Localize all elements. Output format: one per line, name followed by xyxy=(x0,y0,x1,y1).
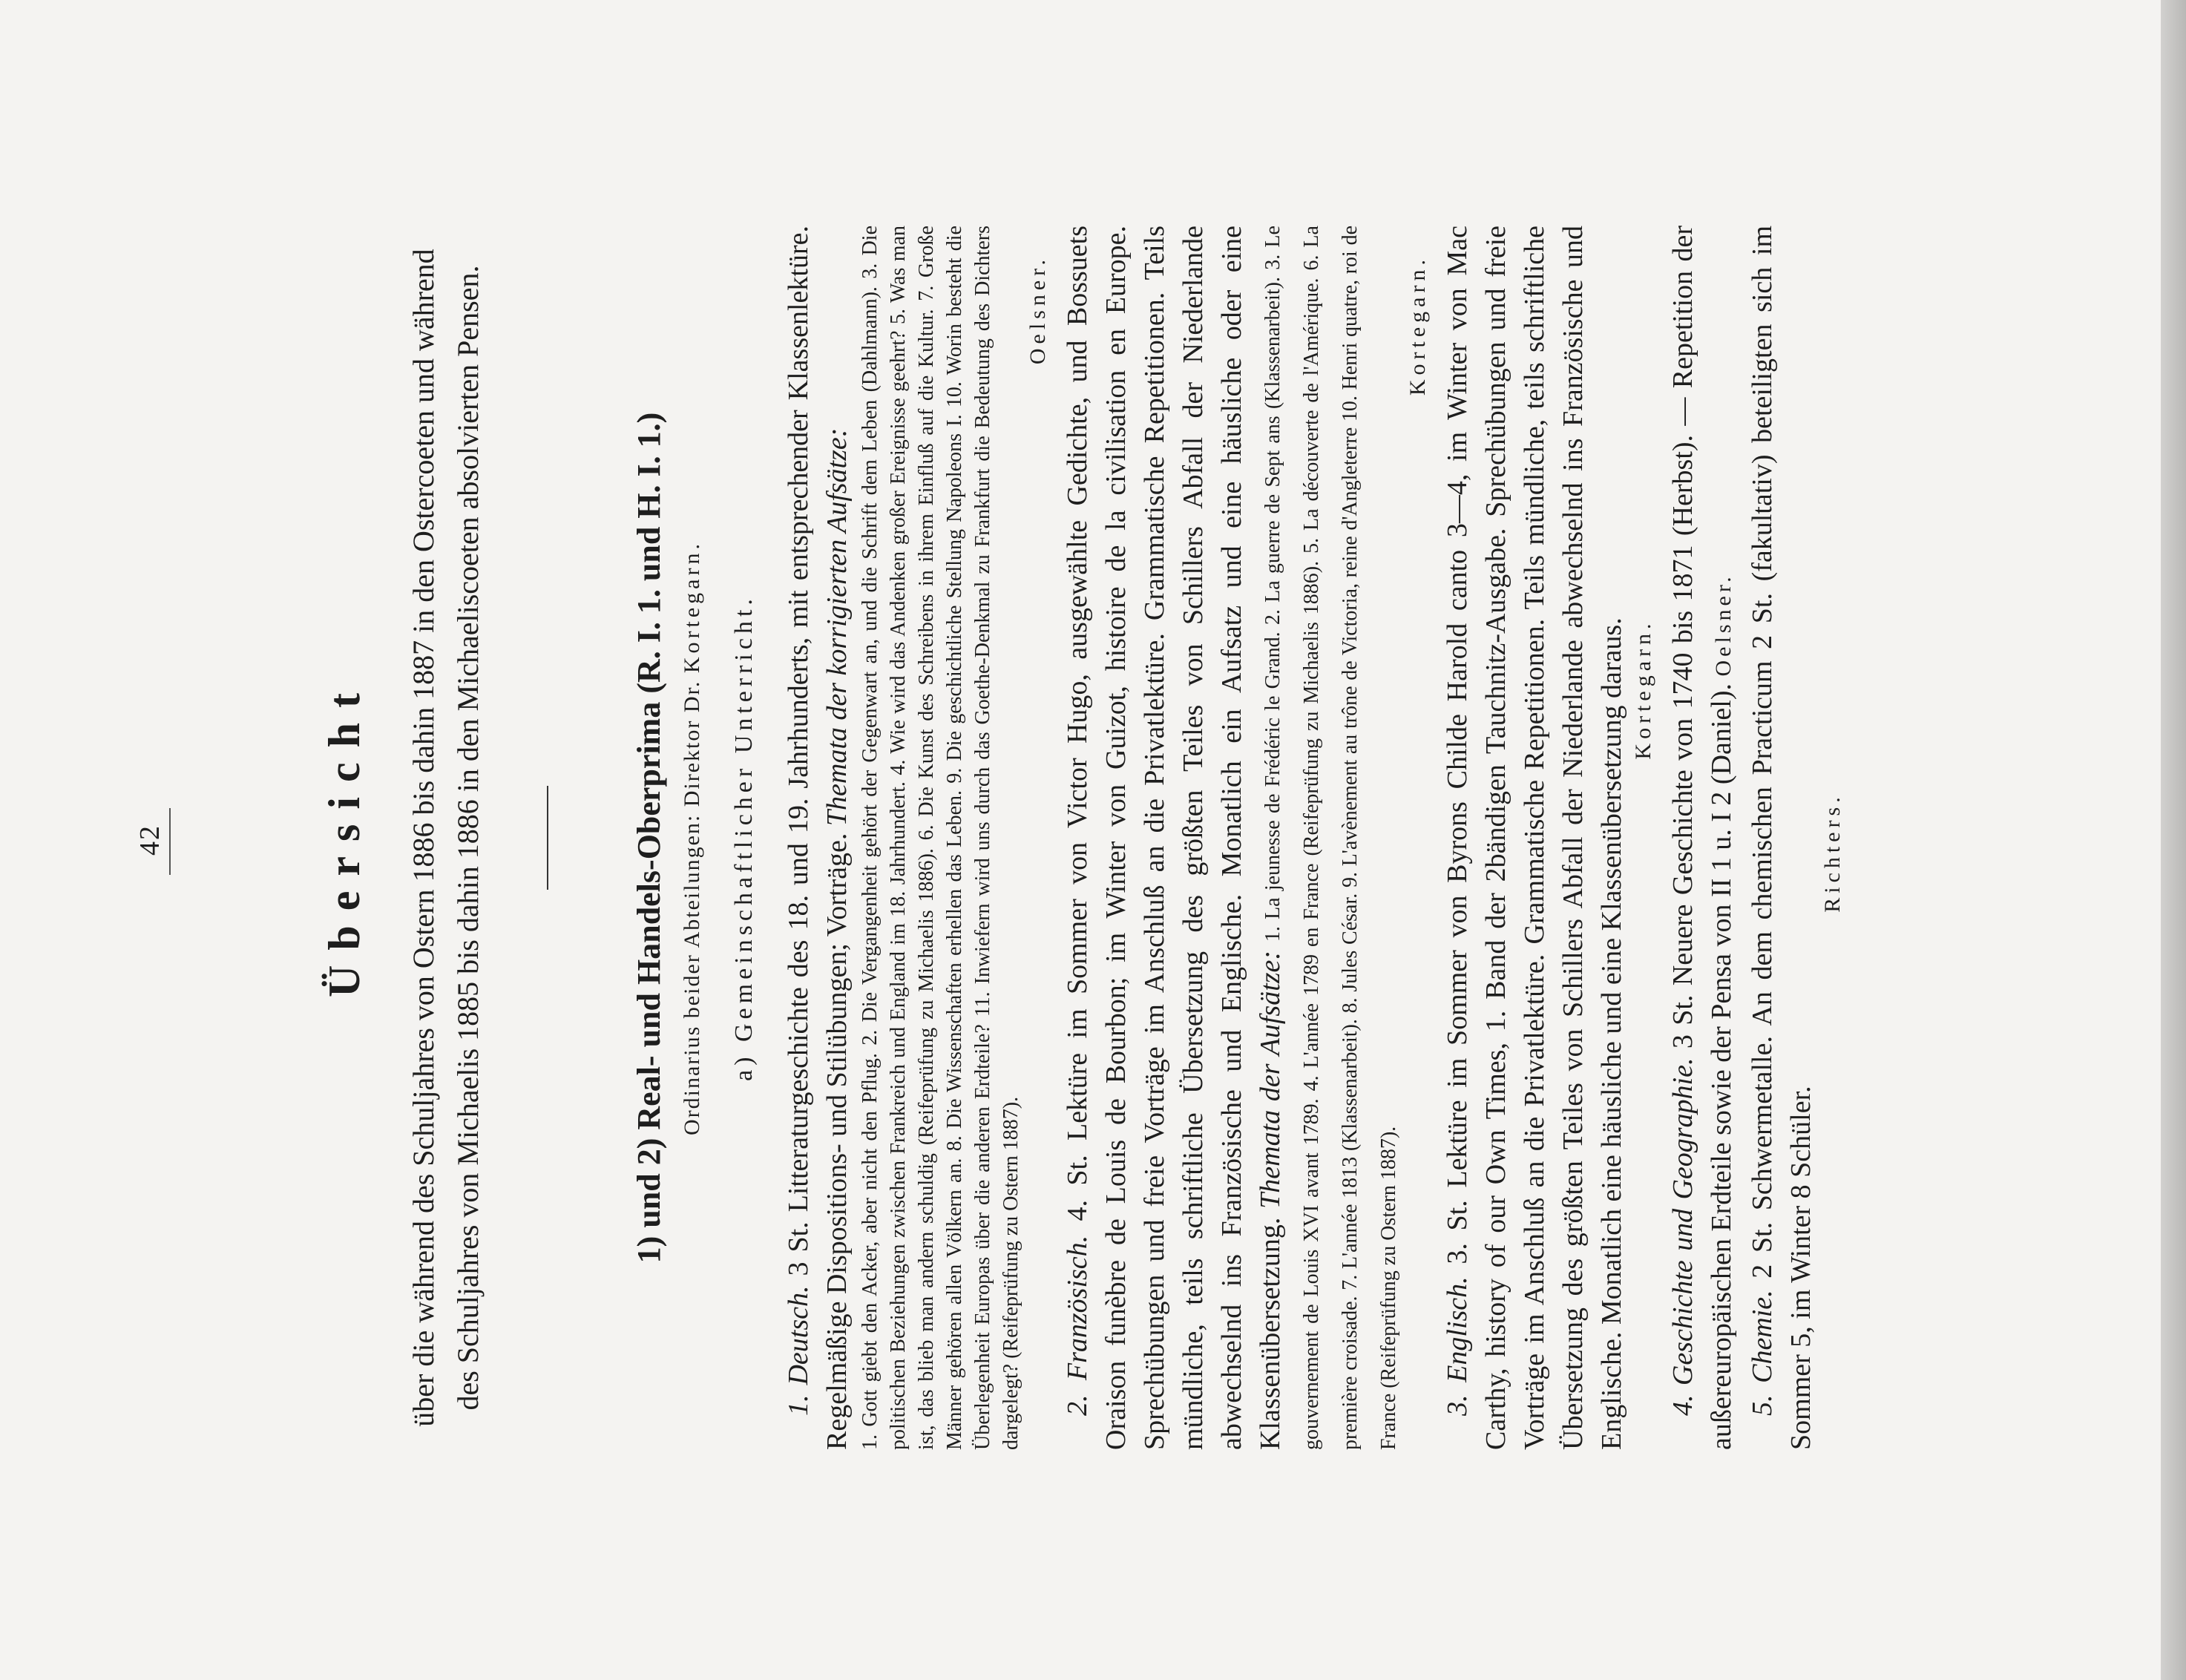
subject-text: 3 St. Litteraturgeschichte des 18. und 19. Jahrhunderts, mit entsprechender Klassenlektüre. Regelmäßige Dispositions- und Stilübungen; Vorträge. xyxy=(783,226,853,1450)
ordinarius-name: Kortegarn. xyxy=(680,540,704,674)
ordinarius-line xyxy=(680,226,705,1450)
teacher-signature: Kortegarn. xyxy=(1405,255,1430,396)
subject-text: 3 St. Neuere Geschichte von 1740 bis 1871 (Herbst). — Repetition der außereuropäischen Erdteile sowie der Pensa von II 1 u. I 2 (Daniel). xyxy=(1667,226,1737,1450)
intro-text: über die während des Schuljahres von Ostern 1886 bis dahin 1887 in den Ostercoeten und während des Schuljahres von Michaelis 1885 bis dahin 1886 in den Michaeliscoeten absolvierten Pensen. xyxy=(407,249,485,1427)
page-content xyxy=(319,226,1853,1450)
subject-chemie xyxy=(1743,226,1820,1450)
section-title: 1) und 2) Real- und Handels-Oberprima (R. I. 1. und H. I. 1.) xyxy=(631,412,667,1264)
subject-label: 1. Deutsch. xyxy=(783,1285,814,1416)
themata-label: Themata der Aufsätze: xyxy=(1255,950,1286,1209)
themata-label: Themata der korrigierten Aufsätze: xyxy=(821,427,853,827)
teacher-signature: Richters. xyxy=(1820,793,1845,913)
subject-franzoesisch xyxy=(1058,226,1405,1450)
subject-englisch xyxy=(1438,226,1631,1450)
subject-text: 4. St. Lektüre im Sommer von Victor Hugo, ausgewählte Gedichte, und Bossuets Oraison funèbre de Louis de Bourbon; im Winter von Guizot, histoire de la civilisation en Europe. Sprechübungen und freie Vorträge im Anschluß an die Privatlektüre. Grammatische Repetitionen. Teils mündliche, teils schriftliche Übersetzung des größten Teiles von Schillers Abfall der Niederlande abwechselnd ins Französische und Englische. Monatlich ein Aufsatz und eine häusliche oder eine Klassenübersetzung. xyxy=(1062,225,1286,1450)
essay-topics-franzoesisch: 1. La jeunesse de Frédéric le Grand. 2. La guerre de Sept ans (Klassenarbeit). 3. Le gouvernement de Louis XVI avant 1789. 4. L'année 1789 en France (Reifeprüfung zu Michaelis 1886). 5. La découverte de l'Amérique. 6. La première croisade. 7. L'année 1813 (Klassenarbeit). 8. Jules César. 9. L'avènement au trône de Victoria, reine d'Angleterre 10. Henri quatre, roi de France (Reifeprüfung zu Ostern 1887). xyxy=(1261,226,1400,1450)
subject-geschichte xyxy=(1664,226,1743,1450)
subject-text: 2 St. Schwermetalle. An dem chemischen Practicum 2 St. (fakultativ) beteiligten sich im Sommer 5, im Winter 8 Schüler. xyxy=(1747,225,1816,1450)
teacher-signature: Oelsner. xyxy=(1711,573,1736,677)
ordinarius-label: Ordinarius beider Abteilungen: Direktor Dr. xyxy=(680,680,704,1135)
essay-topics-deutsch: 1. Gott giebt den Acker, aber nicht den Pflug. 2. Die Vergangenheit gehört der Gegenwart an, und die Schrift dem Leben (Dahlmann). 3. Die politischen Beziehungen zwischen Frankreich und England im 18. Jahrhundert. 4. Wie wird das Andenken großer Ereignisse geehrt? 5. Was man ist, das blieb man andern schuldig (Reifeprüfung zu Michaelis 1886). 6. Die Kunst des Schreibens in ihrem Einfluß auf die Kultur. 7. Große Männer gehören allen Völkern an. 8. Die Wissenschaften erhellen das Leben. 9. Die geschichtliche Stellung Napoleons I. 10. Worin besteht die Überlegenheit Europas über die anderen Erdteile? 11. Inwiefern wird uns durch das Goethe-Denkmal zu Frankfurt die Bedeutung des Dichters dargelegt? (Reifeprüfung zu Ostern 1887). xyxy=(859,226,1023,1450)
page-title: Übersicht xyxy=(320,678,369,997)
subheading: a) Gemeinschaftlicher Unterricht. xyxy=(730,594,758,1081)
teacher-signature: Kortegarn. xyxy=(1631,619,1655,760)
subject-deutsch xyxy=(779,226,856,1450)
subject-text: 3. St. Lektüre im Sommer von Byrons Childe Harold canto 3—4, im Winter von Mac Carthy, history of our Own Times, 1. Band der 2bändigen Tauchnitz-Ausgabe. Sprechübungen und freie Vorträge im Anschluß an die Privatlektüre. Grammatische Repetitionen. Teils mündliche, teils schriftliche Übersetzung des größten Teiles von Schillers Abfall der Niederlande abwechselnd ins Französische und Englische. Monatlich eine häusliche und eine Klassenübersetzung daraus. xyxy=(1442,225,1627,1450)
subject-label: 4. Geschichte und Geographie. xyxy=(1667,1057,1698,1416)
teacher-signature: Oelsner. xyxy=(1025,255,1050,365)
page-number-underline xyxy=(169,808,171,875)
subject-label: 5. Chemie. xyxy=(1747,1290,1778,1416)
page-number: 42 xyxy=(134,824,165,856)
subject-label: 3. Englisch. xyxy=(1442,1276,1473,1416)
section-divider xyxy=(547,786,548,890)
subject-label: 2. Französisch. xyxy=(1062,1235,1093,1416)
